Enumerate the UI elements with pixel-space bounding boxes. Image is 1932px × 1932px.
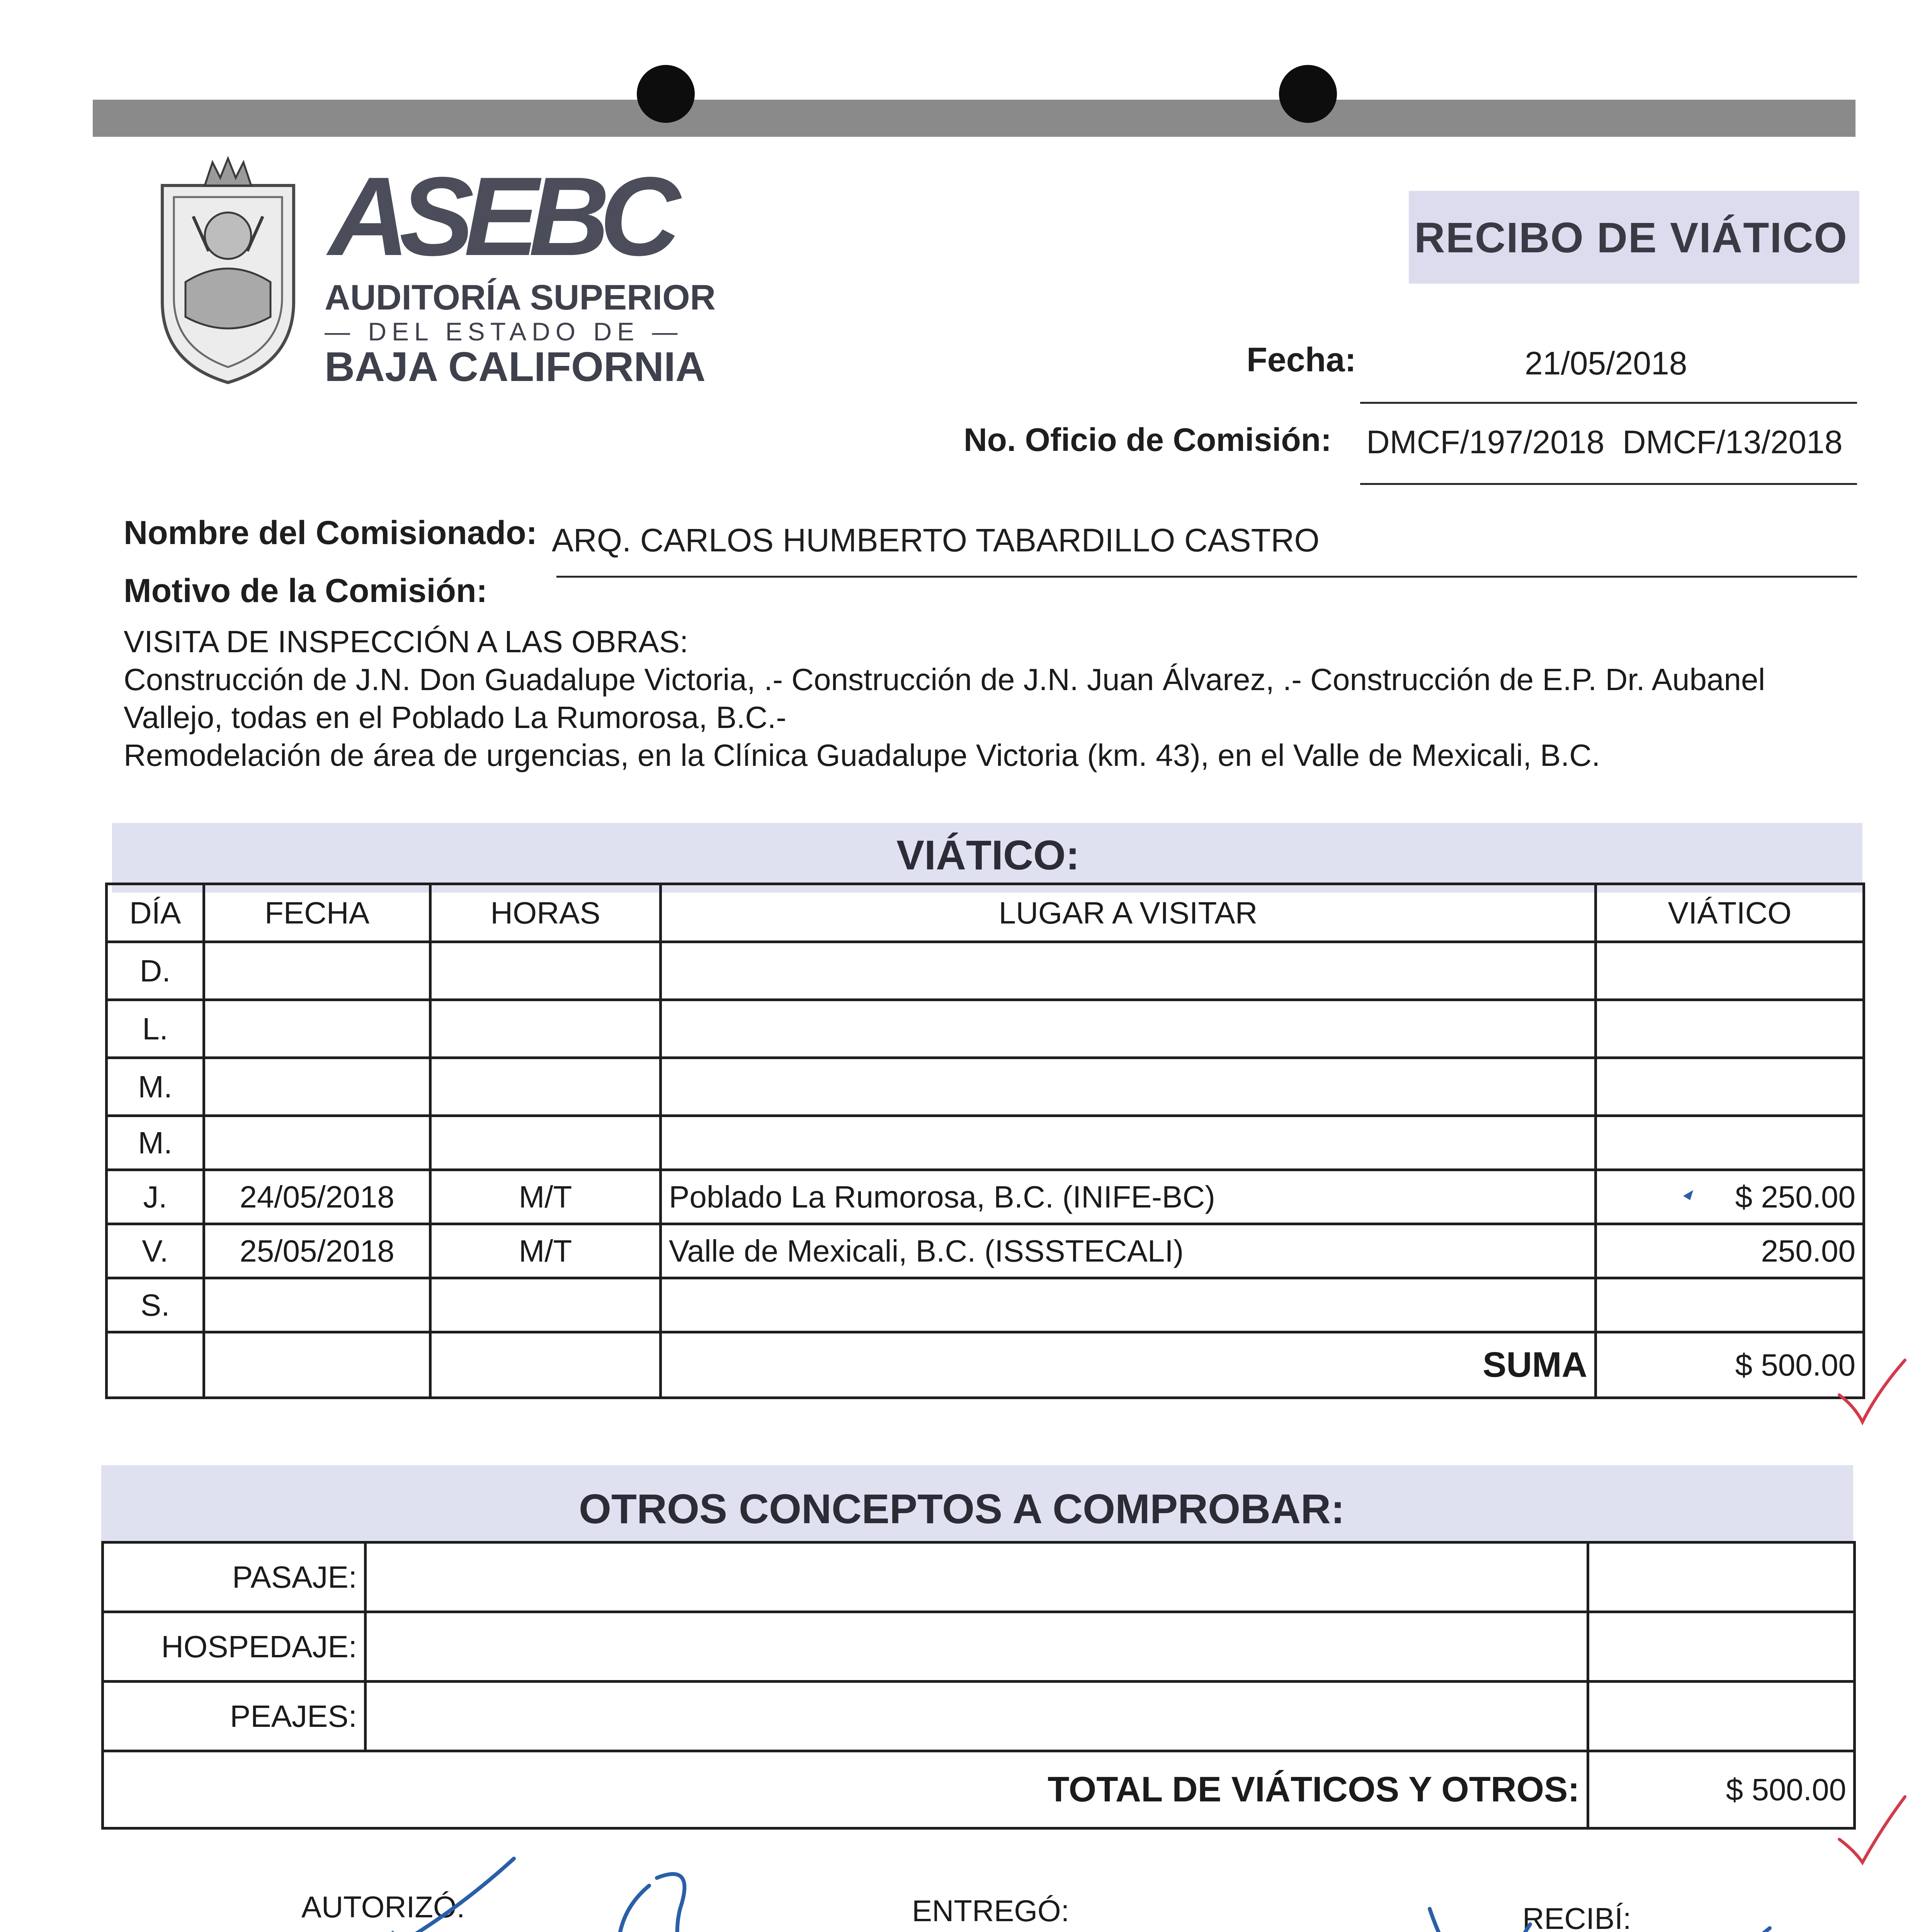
oficio-label: No. Oficio de Comisión: [964,422,1332,458]
logo-line-1: AUDITORÍA SUPERIOR [325,278,716,317]
autorizo-heading: AUTORIZÓ: [301,1890,465,1924]
cell-horas: M/T [430,1170,661,1224]
otros-label-peajes: PEAJES: [103,1682,366,1751]
cell-lugar: Valle de Mexicali, B.C. (ISSSTECALI) [661,1224,1596,1278]
cell-dia: D. [107,942,204,1000]
recibi-signature [1430,1909,1627,1932]
col-header-viatico: VIÁTICO [1596,884,1864,942]
cell-viatico: 250.00 [1596,1224,1864,1278]
document-title: RECIBO DE VIÁTICO [1414,214,1848,262]
autorizo-signature [201,1859,514,1932]
logo-line-3: BAJA CALIFORNIA [325,343,706,390]
motivo-line: Vallejo, todas en el Poblado La Rumorosa, B.C.- [124,700,787,735]
total-value: $ 500.00 [1588,1751,1855,1828]
suma-value: $ 500.00 [1596,1332,1864,1398]
red-check-mark [1839,1797,1905,1862]
red-check-mark [1839,1360,1905,1422]
motivo-line: Remodelación de área de urgencias, en la Clínica Guadalupe Victoria (km. 43), en el Valle de Mexicali, B.C. [124,738,1600,772]
viatico-title: VIÁTICO: [896,832,1080,878]
otros-label-pasaje: PASAJE: [103,1543,366,1612]
motivo-line: VISITA DE INSPECCIÓN A LAS OBRAS: [124,624,689,659]
entrego-heading: ENTREGÓ: [912,1894,1070,1928]
motivo-label: Motivo de la Comisión: [124,572,488,609]
cell-fecha: 25/05/2018 [204,1224,430,1278]
cell-horas: M/T [430,1224,661,1278]
cell-dia: J. [107,1170,204,1224]
fecha-label: Fecha: [1247,340,1356,379]
total-label: TOTAL DE VIÁTICOS Y OTROS: [103,1751,1588,1828]
suma-label: SUMA [661,1332,1596,1398]
entrego-signature-tail [657,1874,1271,1932]
logo-line-2-wrapper: — DEL ESTADO DE — [325,317,683,346]
cell-dia: M. [107,1116,204,1170]
comisionado-label: Nombre del Comisionado: [124,514,537,551]
recibi-heading: RECIBÍ: [1522,1901,1631,1932]
col-header-fecha: FECHA [204,884,430,942]
cell-dia: M. [107,1058,204,1116]
logo-acronym: ASEBC [328,154,671,279]
col-header-lugar: LUGAR A VISITAR [661,884,1596,942]
motivo-line: Construcción de J.N. Don Guadalupe Victoria, .- Construcción de J.N. Juan Álvarez, .- Construcción de E.P. Dr. Aubanel [124,662,1765,697]
col-header-dia: DÍA [107,884,204,942]
cell-dia: V. [107,1224,204,1278]
cell-dia: S. [107,1278,204,1332]
fecha-value: 21/05/2018 [1525,345,1687,381]
col-header-horas: HORAS [430,884,661,942]
cell-dia: L. [107,1000,204,1058]
recibi-signature-slash [1368,1928,1770,1932]
cell-viatico: $ 250.00 [1596,1170,1864,1224]
entrego-signature [618,1886,966,1932]
logo-line-2: DEL ESTADO DE [368,317,640,346]
otros-title: OTROS CONCEPTOS A COMPROBAR: [579,1485,1345,1532]
otros-label-hospedaje: HOSPEDAJE: [103,1612,366,1682]
comisionado-value: ARQ. CARLOS HUMBERTO TABARDILLO CASTRO [552,522,1320,558]
oficio-value: DMCF/197/2018 DMCF/13/2018 [1366,424,1843,460]
cell-lugar: Poblado La Rumorosa, B.C. (INIFE-BC) [661,1170,1596,1224]
blue-pen-mark [1683,1190,1693,1200]
cell-fecha: 24/05/2018 [204,1170,430,1224]
